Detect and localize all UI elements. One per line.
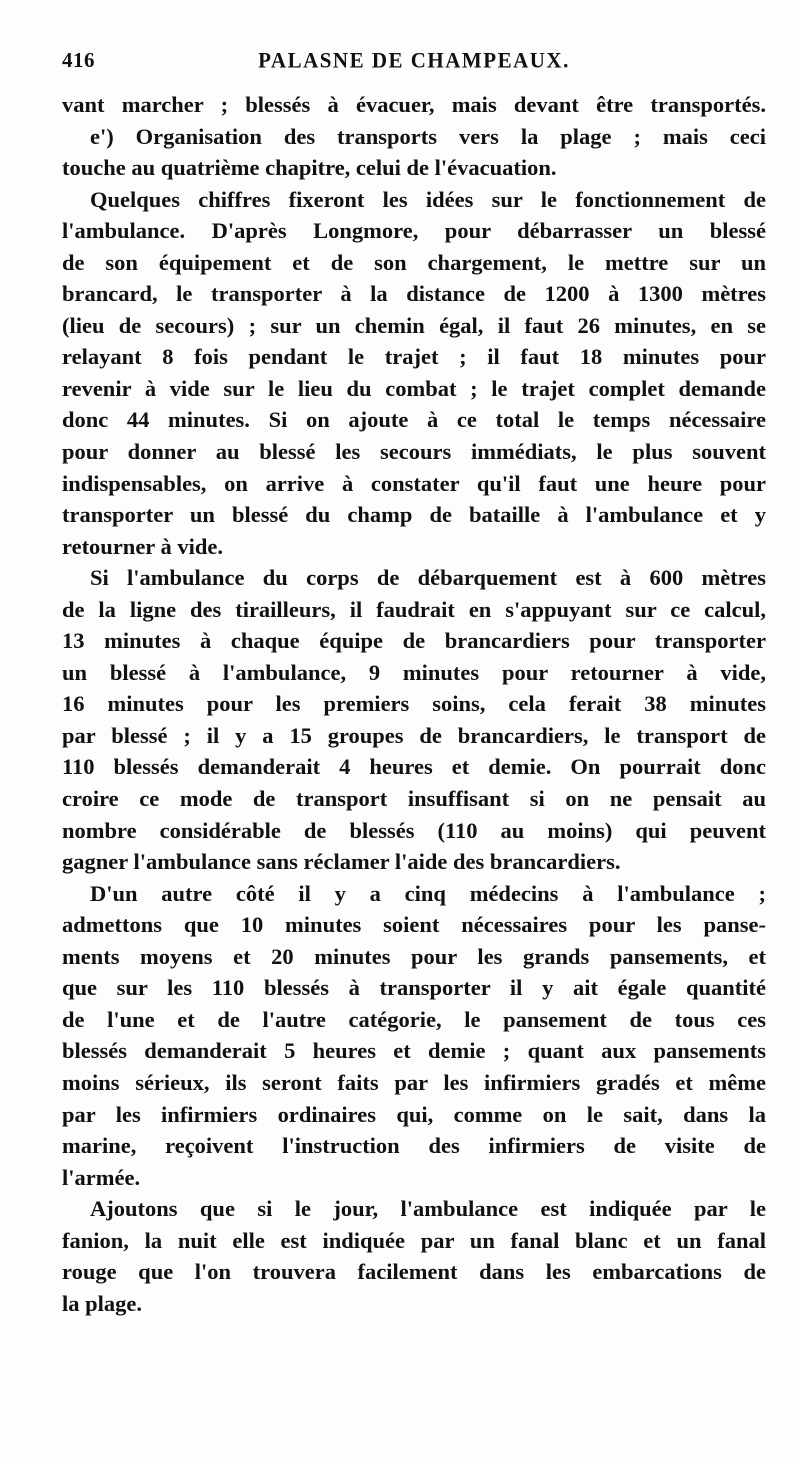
text-line: indispensables, on arrive à constater qu'il faut une heure pour [62, 470, 766, 496]
text-line: par blessé ; il y a 15 groupes de brancardiers, le transport de [62, 722, 766, 748]
page-number: 416 [62, 48, 95, 72]
text-line: Quelques chiffres fixeront les idées sur le fonctionnement de [90, 186, 766, 212]
text-line: de l'une et de l'autre catégorie, le pansement de tous ces [62, 1006, 766, 1032]
text-line: un blessé à l'ambulance, 9 minutes pour retourner à vide, [62, 659, 766, 685]
text-line: l'ambulance. D'après Longmore, pour débarrasser un blessé [62, 218, 766, 244]
text-line: pour donner au blessé les secours immédiats, le plus souvent [62, 439, 766, 465]
running-head: PALASNE DE CHAMPEAUX. [258, 47, 570, 73]
text-line: 16 minutes pour les premiers soins, cela ferait 38 minutes [62, 691, 766, 717]
text-line: 13 minutes à chaque équipe de brancardiers pour transporter [62, 628, 766, 654]
text-line: donc 44 minutes. Si on ajoute à ce total le temps nécessaire [62, 407, 766, 433]
text-line: l'armée. [62, 1164, 141, 1190]
text-line: e') Organisation des transports vers la plage ; mais ceci [90, 123, 766, 149]
text-line: admettons que 10 minutes soient nécessaires pour les panse- [62, 912, 766, 938]
text-line: D'un autre côté il y a cinq médecins à l'ambulance ; [90, 880, 766, 906]
text-line: 110 blessés demanderait 4 heures et demie. On pourrait donc [62, 754, 766, 780]
text-line: touche au quatrième chapitre, celui de l'évacuation. [62, 155, 557, 181]
text-line: revenir à vide sur le lieu du combat ; le trajet complet demande [62, 375, 766, 401]
text-line: Ajoutons que si le jour, l'ambulance est indiquée par le [90, 1196, 766, 1222]
text-line: retourner à vide. [62, 533, 224, 559]
text-line: Si l'ambulance du corps de débarquement est à 600 mètres [90, 565, 766, 591]
page-header [62, 48, 766, 82]
text-line: moins sérieux, ils seront faits par les infirmiers gradés et même [62, 1069, 766, 1095]
text-line: croire ce mode de transport insuffisant si on ne pensait au [62, 786, 766, 812]
text-line: vant marcher ; blessés à évacuer, mais devant être transportés. [62, 92, 766, 117]
text-line: marine, reçoivent l'instruction des infirmiers de visite de [62, 1133, 766, 1159]
text-line: blessés demanderait 5 heures et demie ; quant aux pansements [62, 1038, 766, 1064]
text-line: transporter un blessé du champ de bataille à l'ambulance et y [62, 502, 766, 528]
text-line: de son équipement et de son chargement, le mettre sur un [62, 249, 766, 275]
text-line: ments moyens et 20 minutes pour les grands pansements, et [62, 943, 766, 969]
text-line: (lieu de secours) ; sur un chemin égal, il faut 26 minutes, en se [62, 312, 766, 338]
text-line: la plage. [62, 1290, 143, 1316]
text-line: de la ligne des tirailleurs, il faudrait en s'appuyant sur ce calcul, [62, 596, 766, 622]
body-text [62, 89, 766, 1319]
text-line: par les infirmiers ordinaires qui, comme on le sait, dans la [62, 1101, 766, 1127]
text-line: nombre considérable de blessés (110 au moins) qui peuvent [62, 817, 766, 843]
text-line: gagner l'ambulance sans réclamer l'aide des brancardiers. [62, 849, 621, 875]
text-line: relayant 8 fois pendant le trajet ; il faut 18 minutes pour [62, 344, 766, 370]
text-line: brancard, le transporter à la distance de 1200 à 1300 mètres [62, 281, 766, 307]
text-line: fanion, la nuit elle est indiquée par un fanal blanc et un fanal [62, 1227, 766, 1253]
text-line: que sur les 110 blessés à transporter il y ait égale quantité [62, 975, 766, 1001]
text-line: rouge que l'on trouvera facilement dans les embarcations de [62, 1259, 766, 1285]
